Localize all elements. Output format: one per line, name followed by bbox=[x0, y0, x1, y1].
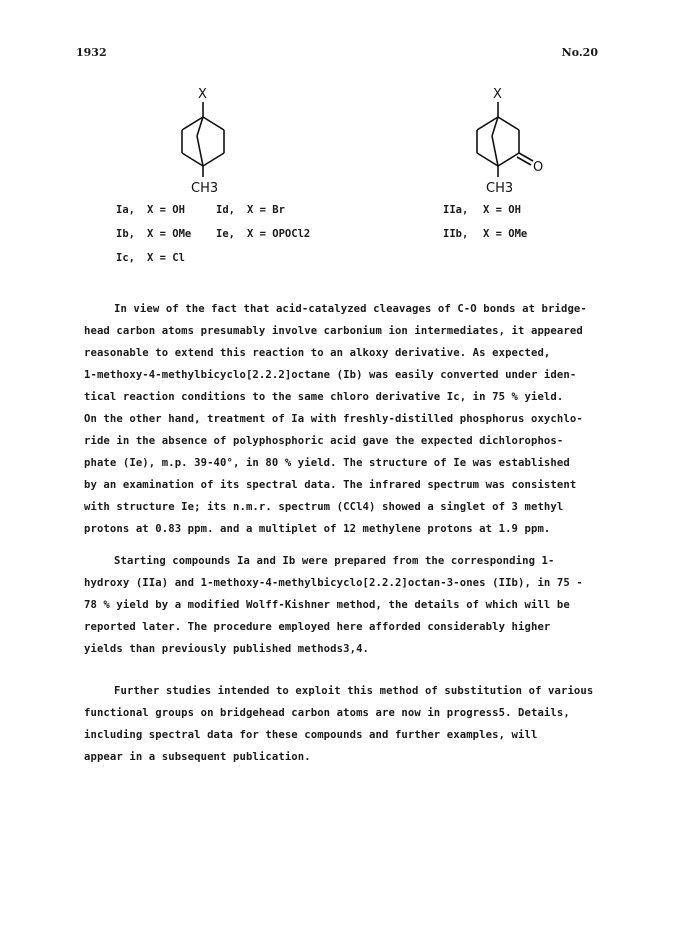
text-line: including spectral data for these compounds and further examples, will bbox=[84, 729, 538, 741]
compound-label: IIb, bbox=[443, 228, 469, 240]
carbonyl-oxygen-label: O bbox=[533, 160, 544, 175]
text-line: hydroxy (IIa) and 1-methoxy-4-methylbicyclo[2.2.2]octan-3-ones (IIb), in 75 - bbox=[84, 577, 583, 589]
paragraph-1 bbox=[84, 298, 604, 540]
compound-label: Ie, bbox=[216, 228, 235, 240]
compound-label-value: X = OMe bbox=[483, 228, 528, 240]
text-line: phate (Ie), m.p. 39-40°, in 80 % yield. The structure of Ie was established bbox=[84, 457, 570, 469]
bicyclooctanone-structure-right bbox=[455, 80, 565, 200]
text-line: protons at 0.83 ppm. and a multiplet of 12 methylene protons at 1.9 ppm. bbox=[84, 523, 551, 535]
text-line: reasonable to extend this reaction to an alkoxy derivative. As expected, bbox=[84, 347, 551, 359]
bicyclooctane-structure-left bbox=[160, 80, 250, 200]
text-line: On the other hand, treatment of Ia with freshly-distilled phosphorus oxychlo- bbox=[84, 413, 583, 425]
text-line: Starting compounds Ia and Ib were prepared from the corresponding 1- bbox=[114, 555, 555, 567]
compound-label-value: X = Cl bbox=[147, 252, 185, 264]
text-line: tical reaction conditions to the same chloro derivative Ic, in 75 % yield. bbox=[84, 391, 564, 403]
text-line: functional groups on bridgehead carbon atoms are now in progress5. Details, bbox=[84, 707, 570, 719]
methyl-label: CH3 bbox=[191, 181, 219, 196]
text-line: appear in a subsequent publication. bbox=[84, 751, 311, 763]
text-line: 78 % yield by a modified Wolff-Kishner method, the details of which will be bbox=[84, 599, 570, 611]
compound-label: Ib, bbox=[116, 228, 135, 240]
text-line: Further studies intended to exploit this method of substitution of various bbox=[114, 685, 594, 697]
compound-label-value: X = OMe bbox=[147, 228, 192, 240]
compound-label-value: X = OPOCl2 bbox=[247, 228, 311, 240]
compound-label-value: X = OH bbox=[483, 204, 521, 216]
text-line: reported later. The procedure employed here afforded considerably higher bbox=[84, 621, 551, 633]
page-number: 1932 bbox=[76, 46, 107, 59]
compound-label-value: X = OH bbox=[147, 204, 185, 216]
compound-label: IIa, bbox=[443, 204, 469, 216]
substituent-x-label: X bbox=[198, 87, 207, 102]
compound-label: Ic, bbox=[116, 252, 135, 264]
text-line: ride in the absence of polyphosphoric acid gave the expected dichlorophos- bbox=[84, 435, 564, 447]
compound-label-value: X = Br bbox=[247, 204, 285, 216]
paragraph-3 bbox=[84, 680, 604, 768]
compound-label: Ia, bbox=[116, 204, 135, 216]
substituent-x-label: X bbox=[493, 87, 502, 102]
text-line: head carbon atoms presumably involve carbonium ion intermediates, it appeared bbox=[84, 325, 583, 337]
paragraph-2 bbox=[84, 550, 604, 660]
text-line: by an examination of its spectral data. The infrared spectrum was consistent bbox=[84, 479, 577, 491]
issue-number: No.20 bbox=[561, 46, 598, 59]
methyl-label: CH3 bbox=[486, 181, 514, 196]
text-line: In view of the fact that acid-catalyzed cleavages of C-O bonds at bridge- bbox=[114, 303, 587, 315]
compound-label: Id, bbox=[216, 204, 235, 216]
text-line: yields than previously published methods3,4. bbox=[84, 643, 370, 655]
text-line: 1-methoxy-4-methylbicyclo[2.2.2]octane (Ib) was easily converted under iden- bbox=[84, 369, 577, 381]
text-line: with structure Ie; its n.m.r. spectrum (CCl4) showed a singlet of 3 methyl bbox=[84, 501, 564, 513]
